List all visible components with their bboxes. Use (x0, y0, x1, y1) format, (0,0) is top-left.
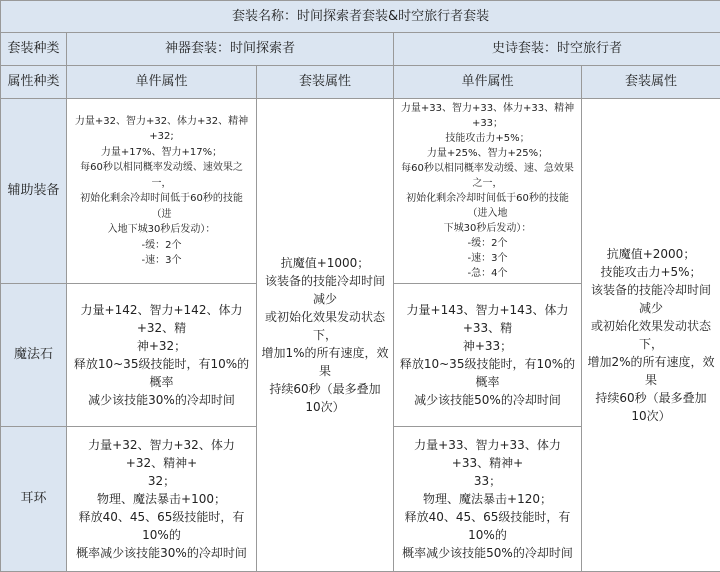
text-line: 每60秒以相同概率发动缓、速、急效果之一， (398, 161, 577, 191)
text-line: 该装备的技能冷却时间减少 (261, 272, 389, 308)
text-line: 33； (398, 472, 577, 490)
text-line: 释放40、45、65级技能时，有10%的 (71, 508, 252, 544)
text-line: 力量+143、智力+143、体力+33、精 (398, 301, 577, 337)
text-line: 力量+25%、智力+25%； (398, 146, 577, 161)
table-title: 套装名称：时间探索者套装&时空旅行者套装 (1, 1, 720, 33)
auxiliary-artifact-single-attr (67, 99, 257, 284)
auxiliary-epic-single-attr (394, 99, 582, 284)
text-line: 物理、魔法暴击+120； (398, 490, 577, 508)
earring-epic-single-attr (394, 427, 582, 572)
text-line: 概率减少该技能50%的冷却时间 (398, 544, 577, 562)
text-line: 力量+17%、智力+17%； (71, 145, 252, 161)
header-epic-single-attr: 单件属性 (394, 66, 582, 99)
text-line: 物理、魔法暴击+100； (71, 490, 252, 508)
text-line: 10次） (586, 407, 716, 425)
text-line: -急：4个 (398, 266, 577, 281)
header-epic-set: 史诗套装：时空旅行者 (394, 33, 720, 66)
text-line: 持续60秒（最多叠加 (586, 389, 716, 407)
text-line: 释放10~35级技能时，有10%的概率 (71, 355, 252, 391)
text-line: 减少该技能30%的冷却时间 (71, 391, 252, 409)
text-line: +32; (71, 129, 252, 145)
text-line: -缓：2个 (398, 236, 577, 251)
text-line: 或初始化效果发动状态下， (586, 317, 716, 353)
text-line: 下城30秒后发动）： (398, 221, 577, 236)
text-line: 释放40、45、65级技能时，有10%的 (398, 508, 577, 544)
earring-artifact-single-attr (67, 427, 257, 572)
epic-set-bonus (582, 99, 720, 572)
magic-stone-artifact-single-attr (67, 284, 257, 427)
text-line: 力量+142、智力+142、体力+32、精 (71, 301, 252, 337)
text-line: -速：3个 (71, 253, 252, 269)
text-line: 初始化剩余冷却时间低于60秒的技能（进入地 (398, 191, 577, 221)
text-line: 该装备的技能冷却时间减少 (586, 281, 716, 317)
header-attr-type: 属性种类 (1, 66, 67, 99)
text-line: 增加2%的所有速度，效果 (586, 353, 716, 389)
text-line: 持续60秒（最多叠加 (261, 380, 389, 398)
row-label-earring: 耳环 (1, 427, 67, 572)
header-artifact-set: 神器套装：时间探索者 (67, 33, 394, 66)
text-line: 神+32； (71, 337, 252, 355)
text-line: 10次） (261, 398, 389, 416)
text-line: 增加1%的所有速度，效果 (261, 344, 389, 380)
text-line: 抗魔值+2000； (586, 245, 716, 263)
row-label-magic-stone: 魔法石 (1, 284, 67, 427)
header-epic-set-attr: 套装属性 (582, 66, 720, 99)
header-artifact-set-attr: 套装属性 (257, 66, 394, 99)
text-line: 力量+32、智力+32、体力+32、精神+ (71, 436, 252, 472)
text-line: -缓：2个 (71, 238, 252, 254)
text-line: 技能攻击力+5%； (586, 263, 716, 281)
text-line: 神+33； (398, 337, 577, 355)
text-line: 力量+33、智力+33、体力+33、精神+33； (398, 101, 577, 131)
text-line: -速：3个 (398, 251, 577, 266)
text-line: 释放10~35级技能时，有10%的概率 (398, 355, 577, 391)
text-line: 减少该技能50%的冷却时间 (398, 391, 577, 409)
text-line: 力量+33、智力+33、体力+33、精神+ (398, 436, 577, 472)
text-line: 技能攻击力+5%； (398, 131, 577, 146)
text-line: 入地下城30秒后发动）： (71, 222, 252, 238)
text-line: 抗魔值+1000； (261, 254, 389, 272)
artifact-set-bonus (257, 99, 394, 572)
text-line: 每60秒以相同概率发动缓、速效果之一， (71, 160, 252, 191)
text-line: 概率减少该技能30%的冷却时间 (71, 544, 252, 562)
magic-stone-epic-single-attr (394, 284, 582, 427)
header-set-type: 套装种类 (1, 33, 67, 66)
text-line: 初始化剩余冷却时间低于60秒的技能（进 (71, 191, 252, 222)
text-line: 力量+32、智力+32、体力+32、精神 (71, 114, 252, 130)
row-label-auxiliary: 辅助装备 (1, 99, 67, 284)
header-artifact-single-attr: 单件属性 (67, 66, 257, 99)
text-line: 32； (71, 472, 252, 490)
text-line: 或初始化效果发动状态下， (261, 308, 389, 344)
